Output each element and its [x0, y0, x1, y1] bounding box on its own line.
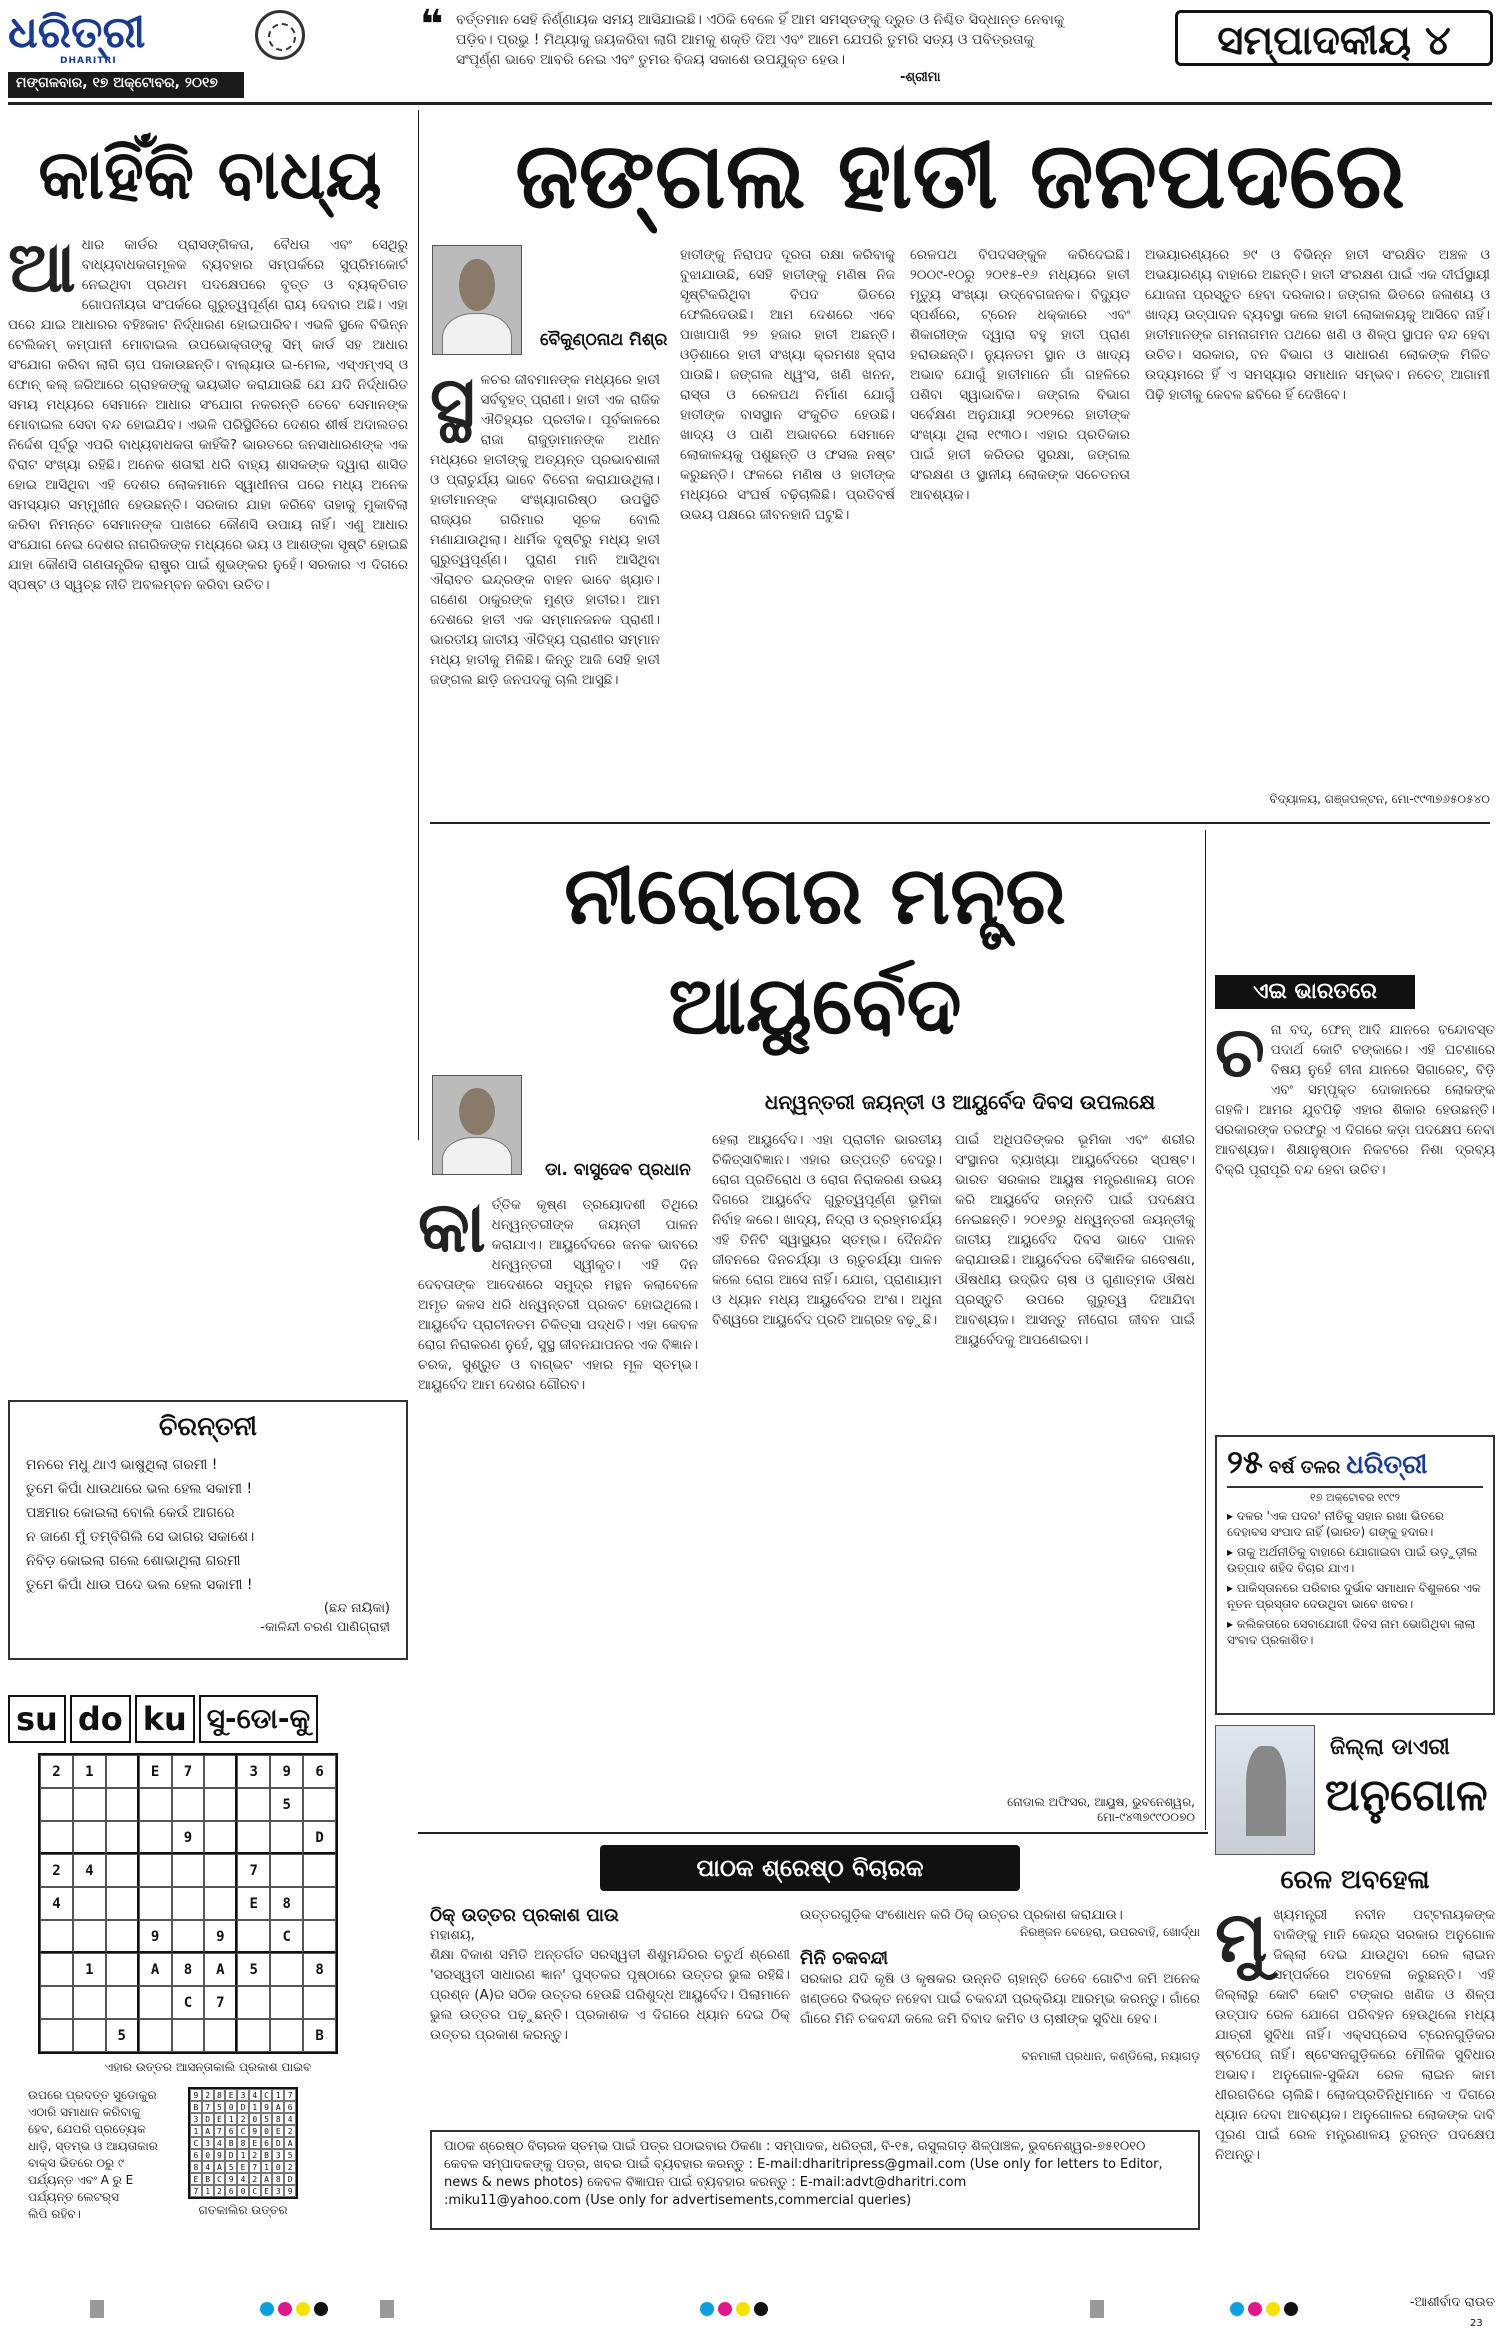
editorial-drop-cap: ଆ [8, 235, 76, 308]
sudoku-cell[interactable] [270, 1986, 303, 2019]
sudoku-cell[interactable] [40, 1953, 73, 1986]
previous-answer-cell: 3 [272, 2149, 284, 2161]
ayurveda-author-address: ନୋଡାଲ ଅଫିସର, ଆୟୁଷ, ଭୁବନେଶ୍ୱର, ମୋ-୯୪୩୭୯୯୦୦୭୦ [1007, 1795, 1195, 1824]
sudoku-title [8, 1695, 408, 1743]
sudoku-cell[interactable]: 8 [303, 1953, 336, 1986]
previous-answer-cell: 1 [272, 2089, 284, 2101]
sudoku-cell[interactable] [139, 1821, 172, 1854]
sudoku-cell[interactable] [106, 1920, 139, 1953]
previous-answer-cell: E [214, 2113, 226, 2125]
ei-bharatare-text: ନା ବଦ୍, ଫେନ୍ ଆଦି ଯାନରେ ବନ୍ଦୋବସ୍ତ ପଦାର୍ଥ କୋଟି ଟଙ୍କାରେ। ଏହି ଘଟଣାରେ ବିଷୟ ନୁହେଁ ଚୀନା ଯାନରେ ସିଗାରେଟ୍, ବିଡ଼ି ଏବଂ ସମ୍ପୃକ୍ତ ଦୋକାନରେ ଲୋକଙ୍କ ଗହଳି। ଆମର ଯୁବପିଢ଼ି ଏହାର ଶିକାର ହେଉଛନ୍ତି। ସରକାରଙ୍କ ତରଫରୁ ଏ ଦିଗରେ କଡ଼ା ପଦକ୍ଷେପ ନେବା ଆବଶ୍ୟକ। ଶିକ୍ଷାନୁଷ୍ଠାନ ନିକଟରେ ନିଶା ଦ୍ରବ୍ୟ ବିକ୍ରି ପୂରାପୂରି ବନ୍ଦ ହେବା ଉଚିତ। [1215, 1022, 1495, 1178]
previous-answer-cell: 9 [249, 2125, 261, 2137]
previous-answer-cell: 4 [249, 2089, 261, 2101]
sudoku-cell[interactable] [73, 1788, 106, 1821]
chakra-icon [255, 10, 305, 60]
sudoku-cell[interactable] [270, 2019, 303, 2052]
sudoku-cell[interactable]: 1 [73, 1755, 106, 1788]
sudoku-cell[interactable] [204, 1821, 237, 1854]
ayurveda-column-3: ପାଇଁ ଅଧିପତିଙ୍କର ଭୂମିକା ଏବଂ ଶରୀର ସଂସ୍ଥାନର ବ୍ୟାଖ୍ୟା ଆୟୁର୍ବେଦରେ ସ୍ପଷ୍ଟ। ଭାରତ ସରକାର ଆୟୁଷ ମନ୍ତ୍ରଣାଳୟ ଗଠନ କରି ଆୟୁର୍ବେଦ ଉନ୍ନତି ପାଇଁ ପଦକ୍ଷେପ ନେଇଛନ୍ତି। ୨୦୧୬ରୁ ଧନ୍ୱନ୍ତରୀ ଜୟନ୍ତୀକୁ ଜାତୀୟ ଆୟୁର୍ବେଦ ଦିବସ ଭାବେ ପାଳନ କରାଯାଉଛି। ଆୟୁର୍ବେଦର ବୈଜ୍ଞାନିକ ଗବେଷଣା, ଔଷଧୀୟ ଉଦ୍ଭିଦ ଚାଷ ଓ ଗୁଣାତ୍ମକ ଔଷଧ ପ୍ରସ୍ତୁତି ଉପରେ ଗୁରୁତ୍ୱ ଦିଆଯିବା ଆବଶ୍ୟକ। ଆସନ୍ତୁ ନୀରୋଗ ଜୀବନ ପାଇଁ ଆୟୁର୍ବେଦକୁ ଆପଣେଇବା। [955, 1132, 1195, 1348]
previous-answer-cell: B [190, 2101, 202, 2113]
sudoku-cell[interactable]: 8 [172, 1953, 205, 1986]
sudoku-cell[interactable]: 9 [204, 1920, 237, 1953]
previous-answer-cell: 5 [261, 2113, 273, 2125]
previous-answer-cell: 7 [249, 2161, 261, 2173]
previous-answer-cell: 8 [214, 2089, 226, 2101]
instruction-line: ଧାଡ଼ି, ସ୍ତମ୍ଭ ଓ ଆୟତାକାର [28, 2139, 158, 2153]
previous-answer-cell: D [284, 2173, 296, 2185]
previous-answer-cell: 8 [272, 2173, 284, 2185]
sudoku-cell[interactable] [172, 1854, 205, 1887]
sudoku-cell[interactable]: 2 [40, 1854, 73, 1887]
instruction-line: ଏଠାରି ସମାଧାନ କରିବାକୁ [28, 2105, 141, 2119]
sudoku-cell[interactable]: 8 [270, 1887, 303, 1920]
previous-answer-cell: 4 [237, 2173, 249, 2185]
sudoku-cell[interactable]: A [139, 1953, 172, 1986]
list-item: ▸ ଦଳର 'ଏକ ପଦର' ନୀତିକୁ ସହାନ ରଖା ଭିତରେ ଦେହାବସ ସଂପାଦ ନାହିଁ (ଭାରତ) ଗଙ୍କୁ ହଦାର। [1227, 1509, 1445, 1539]
sudoku-cell[interactable] [303, 1854, 336, 1887]
sudoku-cell[interactable] [204, 1755, 237, 1788]
previous-answer-cell: 8 [237, 2137, 249, 2149]
registration-mark [314, 2302, 328, 2316]
lead-column-1 [430, 370, 660, 810]
sudoku-cell[interactable] [204, 1887, 237, 1920]
registration-mark [90, 2300, 104, 2318]
sudoku-cell[interactable] [139, 1986, 172, 2019]
previous-answer-cell: 7 [202, 2101, 214, 2113]
previous-answer-cell: 8 [272, 2113, 284, 2125]
ei-bharatare-drop-cap: ଚ [1215, 1020, 1265, 1093]
previous-answer-cell: 6 [190, 2149, 202, 2161]
sudoku-cell[interactable] [237, 1986, 270, 2019]
sudoku-cell[interactable]: 4 [40, 1887, 73, 1920]
page-number: 23 [1470, 2318, 1483, 2329]
previous-answer-cell: B [225, 2137, 237, 2149]
previous-answer-cell: 2 [284, 2125, 296, 2137]
previous-answer-cell: E [261, 2185, 273, 2197]
previous-answer-cell: 0 [261, 2125, 273, 2137]
lead-author-address: ବିଦ୍ୟାଳୟ, ଗଞ୍ଜପଳ୍ଟନ, ମୋ-୯୯୩୭୬୫୦୫୪୦ [1269, 792, 1490, 806]
previous-answer-cell: 9 [261, 2101, 273, 2113]
instruction-line: ପର୍ଯ୍ୟନ୍ତ ଏବଂ A ରୁ E [28, 2173, 134, 2187]
letter-continuation: ଉତ୍ତରଗୁଡ଼ିକ ସଂଶୋଧନ କରି ଠିକ୍ ଉତ୍ତର ପ୍ରକାଶ କରାଯାଉ। [800, 1907, 1123, 1923]
previous-answer-cell: 2 [249, 2149, 261, 2161]
lead-column-4: ଅଭୟାରଣ୍ୟରେ ୭୯ ଓ ବିଭିନ୍ନ ହାତୀ ସଂରକ୍ଷିତ ଅଞ୍ଚଳ ଓ ଅଭୟାରଣ୍ୟ ବାହାରେ ଅଛନ୍ତି। ହାତୀ ସଂରକ୍ଷଣ ପାଇଁ ଏକ ଦୀର୍ଘସ୍ଥାୟୀ ଯୋଜନା ପ୍ରସ୍ତୁତ ହେବା ଦରକାର। ଜଙ୍ଗଲ ଭିତରେ ଜଳାଶୟ ଓ ଖାଦ୍ୟ ଉତ୍ପାଦନ ବ୍ୟବସ୍ଥା କଲେ ହାତୀ ଲୋକାଳୟକୁ ଆସିବେ ନାହିଁ। ହାତୀମାନଙ୍କ ଗମନାଗମନ ପଥରେ ଖଣି ଓ ଶିଳ୍ପ ସ୍ଥାପନ ବନ୍ଦ ହେବା ଉଚିତ। ସରକାର, ବନ ବିଭାଗ ଓ ସାଧାରଣ ଲୋକଙ୍କ ମିଳିତ ଉଦ୍ୟମରେ ହିଁ ଏ ସମସ୍ୟାର ସମାଧାନ ସମ୍ଭବ। ନଚେତ୍ ଆଗାମୀ ପିଢ଼ି ହାତୀକୁ କେବଳ ଛବିରେ ହିଁ ଦେଖିବେ। [1145, 247, 1490, 403]
ayurveda-kicker: ଧନ୍ୱନ୍ତରୀ ଜୟନ୍ତୀ ଓ ଆୟୁର୍ବେଦ ଦିବସ ଉପଲକ୍ଷେ [764, 1090, 1156, 1114]
sudoku-cell[interactable]: 1 [73, 1953, 106, 1986]
readers-banner: ପାଠକ ଶ୍ରେଷ୍ଠ ବିଚାରକ [600, 1845, 1020, 1891]
registration-mark [1090, 2300, 1104, 2318]
poem-line: ମନରେ ମଧୁ ଥାଏ ଭାଷୁଥିଲା ଗରମୀ ! [26, 1457, 218, 1473]
letter-signature: ନିରଞ୍ଜନ ବେହେରା, ଉପରବାହି, ଖୋର୍ଦ୍ଧା [1019, 1925, 1200, 1939]
registration-mark [380, 2300, 394, 2318]
district-text: ଖ୍ୟମନ୍ତ୍ରୀ ନବୀନ ପଟ୍ଟନାୟକଙ୍କ ବାକିଙ୍କୁ ମାନି କେନ୍ଦ୍ର ସରକାର ଅନୁଗୋଳ ଜିଲ୍ଲା ଦେଇ ଯାଉଥିବା ରେଳ ଲାଇନ ସମ୍ପର୍କରେ ଅବହେଳା କରୁଛନ୍ତି। ଏହି ଜିଲ୍ଲାରୁ କୋଟି କୋଟି ଟଙ୍କାର ଖଣିଜ ଓ ଶିଳ୍ପ ଉତ୍ପାଦ ରେଳ ଯୋଗେ ପରିବହନ ହେଉଥିଲେ ମଧ୍ୟ ଯାତ୍ରୀ ସୁବିଧା ନାହିଁ। ଏକ୍ସପ୍ରେସ ଟ୍ରେନଗୁଡ଼ିକର ଷ୍ଟପେଜ୍ ନାହିଁ। ଷ୍ଟେସନଗୁଡ଼ିକରେ ମୌଳିକ ସୁବିଧାର ଅଭାବ। ଅନୁଗୋଳ-ସୁକିନ୍ଦା ରେଳ ଲାଇନ କାମ ଧୀରଗତିରେ ଚାଲିଛି। ଲୋକପ୍ରତିନିଧିମାନେ ଏ ଦିଗରେ ଧ୍ୟାନ ଦେବା ଆବଶ୍ୟକ। ଅନୁଗୋଳର ଲୋକଙ୍କ ଦାବି ପୂରଣ ପାଇଁ ରେଳ ମନ୍ତ୍ରଣାଳୟ ତୁରନ୍ତ ପଦକ୍ଷେପ ନିଅନ୍ତୁ। [1215, 1907, 1495, 2163]
previous-answer-cell: E [190, 2173, 202, 2185]
previous-answer-cell: 3 [202, 2137, 214, 2149]
previous-answer-cell: C [249, 2185, 261, 2197]
sudoku-cell[interactable]: 4 [73, 1854, 106, 1887]
previous-answer-cell: E [249, 2137, 261, 2149]
sudoku-cell[interactable] [73, 1821, 106, 1854]
sudoku-cell[interactable]: 2 [40, 1755, 73, 1788]
previous-answer-cell: 1 [190, 2125, 202, 2137]
previous-answer-cell: 6 [284, 2101, 296, 2113]
district-author: -ଆଶୀର୍ବାଦ ରାଉତ [1409, 2295, 1495, 2310]
previous-answer-cell: 7 [190, 2185, 202, 2197]
sudoku-cell[interactable] [270, 1854, 303, 1887]
sudoku-grid[interactable] [38, 1753, 338, 2054]
previous-answer-cell: 2 [214, 2185, 226, 2197]
previous-answer-cell: D [225, 2149, 237, 2161]
letter-title: ଠିକ୍ ଉତ୍ତର ପ୍ରକାଶ ପାଉ [430, 1905, 619, 1926]
sudoku-cell[interactable] [106, 1854, 139, 1887]
ayurveda-drop-cap: କା [418, 1195, 486, 1268]
registration-mark [278, 2302, 292, 2316]
list-item: ▸ କଲିକତାରେ ସେବାଯୋଗୀ ଦିବସ ନାମ ଭୋଗିଥିବା ଲାଲା ସଂବାଦ ପ୍ରକାଶିତ। [1227, 1617, 1476, 1647]
previous-answer-cell: 5 [284, 2149, 296, 2161]
sudoku-cell[interactable] [139, 1887, 172, 1920]
logo-subtitle: DHARITRI [60, 56, 117, 66]
sudoku-cell[interactable] [106, 1755, 139, 1788]
sudoku-cell[interactable] [73, 1920, 106, 1953]
sudoku-cell[interactable]: 6 [303, 1755, 336, 1788]
sudoku-cell[interactable]: 7 [237, 1854, 270, 1887]
instruction-line: ଲିପି ରହିବ। [28, 2207, 81, 2221]
letter-salutation: ମହାଶୟ, [430, 1928, 475, 1943]
sudoku-cell[interactable]: 5 [270, 1788, 303, 1821]
sudoku-cell[interactable] [270, 1953, 303, 1986]
previous-answer-cell: 1 [261, 2161, 273, 2173]
lead-drop-cap: ସ୍ଥ [430, 370, 475, 443]
sudoku-cell[interactable] [73, 2019, 106, 2052]
sudoku-cell[interactable]: 9 [172, 1821, 205, 1854]
sudoku-answer-note: ଏହାର ଉତ୍ତର ଆସନ୍ତାକାଲି ପ୍ରକାଶ ପାଇବ [104, 2060, 312, 2074]
letters-address-box [430, 2130, 1200, 2230]
ayurveda-byline: ଡା. ବାସୁଦେବ ପ୍ରଧାନ [545, 1160, 691, 1180]
previous-answer-cell: D [272, 2137, 284, 2149]
sudoku-cell[interactable]: 5 [237, 1953, 270, 1986]
sudoku-cell[interactable] [106, 1788, 139, 1821]
sudoku-cell[interactable] [237, 2019, 270, 2052]
previous-answer-cell: C [261, 2089, 273, 2101]
sudoku-cell[interactable] [139, 1854, 172, 1887]
sudoku-panel [8, 1695, 408, 2225]
ayurveda-column-2: ହେଲା ଆୟୁର୍ବେଦ। ଏହା ପ୍ରାଚୀନ ଭାରତୀୟ ଚିକିତ୍ସାବିଜ୍ଞାନ। ଏହାର ଉତ୍ପତ୍ତି ବେଦରୁ। ରୋଗ ପ୍ରତିରୋଧ ଓ ରୋଗ ନିରାକରଣ ଉଭୟ ଦିଗରେ ଆୟୁର୍ବେଦ ଗୁରୁତ୍ୱପୂର୍ଣ୍ଣ ଭୂମିକା ନିର୍ବାହ କରେ। ଖାଦ୍ୟ, ନିଦ୍ରା ଓ ବ୍ରହ୍ମଚର୍ଯ୍ୟ ଏହି ତିନିଟି ସ୍ୱାସ୍ଥ୍ୟର ସ୍ତମ୍ଭ। ଦୈନନ୍ଦିନ ଜୀବନରେ ଦିନଚର୍ଯ୍ୟା ଓ ଋତୁଚର୍ଯ୍ୟା ପାଳନ କଲେ ରୋଗ ଆସେ ନାହିଁ। ଯୋଗ, ପ୍ରାଣାୟାମ ଓ ଧ୍ୟାନ ମଧ୍ୟ ଆୟୁର୍ବେଦର ଅଂଶ। ଅଧୁନା ବିଶ୍ୱରେ ଆୟୁର୍ବେଦ ପ୍ରତି ଆଗ୍ରହ ବଢ଼ୁଛି। [712, 1132, 942, 1328]
previous-answer-cell: E [225, 2089, 237, 2101]
registration-mark [1284, 2302, 1298, 2316]
email-advt[interactable]: news & news photos) କେବଳ ବିଜ୍ଞାପନ ପାଇଁ ବ୍ୟବହାର କରନ୍ତୁ : E-mail:advt@dharitri.com [444, 2175, 967, 2190]
sudoku-cell[interactable] [40, 2019, 73, 2052]
editorial-text: ଧାର କାର୍ଡର ପ୍ରାସଙ୍ଗିକତା, ବୈଧତା ଏବଂ ସେଥିରୁ ବାଧ୍ୟବାଧକତାମୂଳକ ବ୍ୟବହାର ସମ୍ପର୍କରେ ସୁପ୍ରିମକୋର୍ଟ ନେଇଥିବା ପ୍ରଥମ ପଦକ୍ଷେପରେ ବୃତ୍ତ ଓ ବ୍ୟକ୍ତିଗତ ଗୋପନୀୟତା ସଂପର୍କରେ ଗୁରୁତ୍ୱପୂର୍ଣ୍ଣ ରାୟ ଦେବାର ଅଛି। ଏହା ପରେ ଯାଇ ଆଧାରର ବହିଃକାଟ ନିର୍ଦ୍ଧାରଣ ହୋଇପାରିବ। ଏଭଳି ସ୍ଥଳେ ବିଭିନ୍ନ ଟେଲିକମ୍ କମ୍ପାନୀ ମୋବାଇଲ ଉପଭୋକ୍ତାଙ୍କୁ ସିମ୍ କାର୍ଡ ସହ ଆଧାର ସଂଯୋଗ କରିବା ଲାଗି ଚାପ ପକାଉଛନ୍ତି। ବାଲ୍ୟାଉ ଇ-ମେଲ, ଏସ୍‌ଏମ୍‌ଏସ୍ ଓ ଫୋନ୍ କଲ୍ ଜରିଆରେ ଗ୍ରାହକଙ୍କୁ ଭୟଭୀତ କରାଯାଉଛି ଯେ ଯଦି ନିର୍ଦ୍ଧାରିତ ସମୟ ମଧ୍ୟରେ ସେମାନେ ଆଧାର ସଂଯୋଗ ନକରନ୍ତି ତେବେ ସେମାନଙ୍କ ମୋବାଇଲ ସେବା ବନ୍ଦ ହୋଇଯିବ। ଏଭଳି ପରିସ୍ଥିତିରେ ଦେଶର ଶୀର୍ଷ ଅଦାଲତର ନିର୍ଦ୍ଦେଶ ପୂର୍ବରୁ ଏପରି ବାଧ୍ୟବାଧକତା କାହିଁକି? ଭାରତରେ ଜନସାଧାରଣଙ୍କ ଏକ ବିରାଟ ସଂଖ୍ୟା ରହିଛି। ଅନେକ ଶତାବ୍ଦୀ ଧରି ବାହ୍ୟ ଶାସକଙ୍କ ଦ୍ୱାରା ଶାସିତ ହୋଇ ଆସିଥିବା ଏହି ଦେଶର ଲୋକମାନେ ସ୍ୱାଧୀନତା ପରେ ମଧ୍ୟ ଅନେକ ସମସ୍ୟାର ସମ୍ମୁଖୀନ ହେଉଛନ୍ତି। ସରକାର ଯାହା କରିବେ ତାହାକୁ ମୁକାବିଲା କରିବା ନିମନ୍ତେ ସେମାନଙ୍କ ପାଖରେ କୌଣସି ଉପାୟ ନାହିଁ। ଏଣୁ ଆଧାର ସଂଯୋଗ ନେଇ ଦେଶର ନାଗରିକଙ୍କ ମଧ୍ୟରେ ଭୟ ଓ ଆଶଙ୍କା ସୃଷ୍ଟି ହୋଇଛି ଯାହା କୌଣସି ଗଣତାନ୍ତ୍ରିକ ରାଷ୍ଟ୍ର ପାଇଁ ଶୁଭଙ୍କର ନୁହେଁ। ସରକାର ଏ ଦିଗରେ ସ୍ପଷ୍ଟ ଓ ସ୍ୱଚ୍ଛ ନୀତି ଅବଲମ୍ବନ କରିବା ଉଚିତ। [8, 237, 408, 593]
registration-mark [296, 2302, 310, 2316]
previous-answer-cell: 2 [202, 2089, 214, 2101]
previous-answer-cell: C [237, 2125, 249, 2137]
daily-quote: ବର୍ତ୍ତମାନ ସେହି ନିର୍ଣ୍ଣାୟକ ସମୟ ଆସିଯାଇଛି। ଏଠିକି ବେଳେ ହିଁ ଆମ ସମସ୍ତଙ୍କୁ ଦ୍ରୁତ ଓ ନିଶ୍ଚିତ ସିଦ୍ଧାନ୍ତ ନେବାକୁ ପଡ଼ିବ। ପ୍ରଭୁ ! ମିଥ୍ୟାକୁ ଜୟକରିବା ଲାଗି ଆମକୁ ଶକ୍ତି ଦିଅ ଏବଂ ଆମେ ଯେପରି ତୁମରି ସତ୍ୟ ଓ ପବିତ୍ରତାକୁ ସଂପୂର୍ଣ୍ଣ ଭାବେ ଆବରି ନେଇ ଏବଂ ତୁମର ବିଜୟ ସକାଶେ ଉପଯୁକ୍ତ ହେଉ। [456, 12, 1065, 68]
poem-line: ନିବିଡ଼ କୋଇଲା ଗଲେ ଶୋଭାଥିଲା ଗରମୀ [26, 1553, 241, 1569]
previous-answer-label: ଗତକାଲିର ଉତ୍ତର [198, 2203, 288, 2217]
lead-col1-text: ଳଚର ଜୀବମାନଙ୍କ ମଧ୍ୟରେ ହାତୀ ସର୍ବବୃହତ୍ ପ୍ରାଣୀ। ହାତୀ ଏକ ରାଜିକ ଐତିହ୍ୟର ପ୍ରତୀକ। ପୂର୍ବକାଳରେ ରାଜା ରାଜୁଡ଼ାମାନଙ୍କ ଅଧୀନ ମଧ୍ୟରେ ହାତୀଙ୍କୁ ଅତ୍ୟନ୍ତ ପ୍ରଭାବଶାଳୀ ଓ ପ୍ରାଚୁର୍ଯ୍ୟ ଭାବେ ବିଚେନା କରାଯାଉଥିଲା। ହାତୀମାନଙ୍କ ସଂଖ୍ୟାଗରିଷ୍ଠ ଉପସ୍ଥିତି ରାଜ୍ୟର ଗରିମାର ସୂଚକ ବୋଲି ମଣାଯାଉଥିଲା। ଧାର୍ମିକ ଦୃଷ୍ଟିରୁ ମଧ୍ୟ ହାତୀ ଗୁରୁତ୍ୱପୂର୍ଣ୍ଣ। ପୁରାଣ ମାନି ଆସିଥିବା ଐରାବତ ଇନ୍ଦ୍ରଙ୍କ ବାହନ ଭାବେ ଖ୍ୟାତ। ଗଣେଶ ଠାକୁରଙ୍କ ମୁଣ୍ଡ ହାତୀର। ଆମ ଦେଶରେ ହାତୀ ଏକ ସମ୍ମାନଜନକ ପ୍ରାଣୀ। ଭାରତୀୟ ଜାତୀୟ ଐତିହ୍ୟ ପ୍ରାଣୀର ସମ୍ମାନ ମଧ୍ୟ ହାତୀକୁ ମିଳିଛି। କିନ୍ତୁ ଆଜି ସେହି ହାତୀ ଜଙ୍ଗଲ ଛାଡ଼ି ଜନପଦକୁ ଚାଲି ଆସୁଛି। [430, 372, 660, 688]
instruction-line: ଉପରେ ପ୍ରଦତ୍ତ ସୁଡୋକୁର [28, 2088, 157, 2102]
previous-answer-cell: 6 [261, 2137, 273, 2149]
address-line: ପାଠକ ଶ୍ରେଷ୍ଠ ବିଚାରକ ସ୍ତମ୍ଭ ପାଇଁ ପତ୍ର ପଠାଇବାର ଠିକଣା : ସମ୍ପାଦକ, ଧରିତ୍ରୀ, ବି-୧୫, ରସୁଲଗଡ଼ ଶିଳ୍ପାଞ୍ଚଳ, ଭୁବନେଶ୍ୱର-୭୫୧୦୧୦ [444, 2139, 1146, 2154]
archive-date: ୧୭ ଅକ୍ଟୋବର ୧୯୯୨ [1310, 1491, 1400, 1504]
sudoku-cell[interactable] [303, 1788, 336, 1821]
sudoku-cell[interactable] [73, 1887, 106, 1920]
lead-byline: ବୈକୁଣ୍ଠନାଥ ମିଶ୍ର [540, 330, 668, 350]
instruction-line: ହେବ, ଯେପରି ପ୍ରତ୍ୟେକ [28, 2122, 146, 2136]
previous-answer-grid [188, 2087, 298, 2199]
previous-answer-cell: B [261, 2149, 273, 2161]
previous-answer-cell: 2 [249, 2173, 261, 2185]
previous-answer-cell: A [272, 2101, 284, 2113]
sudoku-title-su: su [8, 1695, 66, 1743]
previous-answer-cell: 3 [272, 2185, 284, 2197]
registration-mark [1248, 2302, 1262, 2316]
previous-answer-cell: 1 [225, 2113, 237, 2125]
poem-author: -କାଳିନ୍ଦୀ ଚରଣ ପାଣିଗ୍ରାହୀ [260, 1620, 390, 1635]
previous-answer-cell: 1 [202, 2185, 214, 2197]
author-photo [432, 245, 522, 355]
previous-answer-cell: 0 [225, 2101, 237, 2113]
sudoku-cell[interactable] [172, 1920, 205, 1953]
previous-answer-cell: 1 [237, 2149, 249, 2161]
registration-mark [736, 2302, 750, 2316]
list-item: ▸ ତାକୁ ଅର୍ଥନୀତିକୁ ବାହାରେ ଯୋଗାଇବା ପାଇଁ ଉଡ଼ୁଡ଼ୀଲ ଉତ୍ପାଦ ଶହିଦ ବିଚାର ଯାଏ। [1227, 1545, 1478, 1575]
previous-answer-cell: 0 [237, 2185, 249, 2197]
sudoku-cell[interactable]: E [139, 1755, 172, 1788]
sudoku-cell[interactable]: E [237, 1887, 270, 1920]
previous-answer-cell: 8 [190, 2161, 202, 2173]
email-advt-alt[interactable]: :miku11@yahoo.com (Use only for advertisements,commercial queries) [444, 2193, 912, 2208]
instruction-line: ପର୍ଯ୍ୟନ୍ତ ଲେଟର୍‌ସ [28, 2190, 119, 2204]
previous-answer-cell: 0 [202, 2149, 214, 2161]
newspaper-logo: ଧରିତ୍ରୀ [8, 7, 146, 58]
chirantani-title: ଚିରନ୍ତନୀ [158, 1412, 258, 1442]
previous-answer-cell: 6 [225, 2185, 237, 2197]
sudoku-instructions [8, 2087, 168, 2223]
previous-answer-cell: C [190, 2137, 202, 2149]
previous-answer-cell: 9 [214, 2149, 226, 2161]
previous-answer-cell: 6 [225, 2125, 237, 2137]
sudoku-cell[interactable]: B [303, 2019, 336, 2052]
previous-answer-cell: 5 [225, 2161, 237, 2173]
poem-line: ନ ଜାଣେ ମୁଁ ତମ୍ବିଗିଲି ସେ ଭାଗର ସକାଶେ। [26, 1529, 255, 1545]
previous-answer-cell: 5 [214, 2101, 226, 2113]
district-label: ଜିଲ୍ଲା ଡାଏରୀ [1330, 1735, 1450, 1760]
district-temple-illustration [1215, 1725, 1315, 1855]
district-name: ଅନୁଗୋଳ [1325, 1770, 1488, 1821]
previous-answer-cell: 0 [249, 2113, 261, 2125]
previous-answer-cell: 7 [214, 2125, 226, 2137]
registration-mark [260, 2302, 274, 2316]
sudoku-cell[interactable] [204, 1788, 237, 1821]
sudoku-cell[interactable] [303, 1887, 336, 1920]
sudoku-cell[interactable]: 7 [204, 1986, 237, 2019]
previous-answer-cell: 2 [237, 2113, 249, 2125]
readers-right [800, 1905, 1200, 2064]
previous-answer-cell: 9 [284, 2185, 296, 2197]
letter-signature: ବନମାଳୀ ପ୍ରଧାନ, କଣ୍ଡିଲୋ, ନୟାଗଡ଼ [1021, 2049, 1200, 2063]
quote-mark-icon: ❝ [420, 2, 444, 48]
ayurveda-column-1 [418, 1195, 698, 1815]
sudoku-cell[interactable]: C [172, 1986, 205, 2019]
previous-answer-cell: 3 [237, 2089, 249, 2101]
archive-box [1215, 1435, 1495, 1715]
previous-answer-cell: E [272, 2125, 284, 2137]
sudoku-title-do: do [70, 1695, 131, 1743]
sudoku-title-odia: ସୁ-ଡୋ-କୁ [199, 1695, 318, 1743]
lead-headline: ଜଙ୍ଗଲ ହାତୀ ଜନପଦରେ [515, 121, 1405, 229]
previous-answer-cell: A [202, 2125, 214, 2137]
previous-answer-cell: 7 [284, 2089, 296, 2101]
sudoku-cell[interactable] [172, 1788, 205, 1821]
sudoku-cell[interactable]: 5 [106, 2019, 139, 2052]
sudoku-cell[interactable] [106, 1953, 139, 1986]
archive-label: ବର୍ଷ ତଳର [1268, 1457, 1341, 1478]
column-divider [1205, 830, 1206, 1830]
sudoku-cell[interactable] [106, 1821, 139, 1854]
previous-answer-cell: 4 [214, 2137, 226, 2149]
sudoku-cell[interactable] [40, 1920, 73, 1953]
lead-column-3: ରେଳପଥ ବିପଦସଙ୍କୁଳ କରିଦେଇଛି। ୨୦୦୯-୧୦ରୁ ୨୦୧୫-୧୬ ମଧ୍ୟରେ ହାତୀ ମୃତ୍ୟୁ ସଂଖ୍ୟା ଉଦ୍‌ବେଗଜନକ। ବିଦ୍ୟୁତ ସ୍ପର୍ଶରେ, ଟ୍ରେନ ଧକ୍କାରେ ଏବଂ ଶିକାରୀଙ୍କ ଦ୍ୱାରା ବହୁ ହାତୀ ପ୍ରାଣ ହରାଉଛନ୍ତି। ନ୍ୟୁନତମ ସ୍ଥାନ ଓ ଖାଦ୍ୟ ଅଭାବ ଯୋଗୁଁ ହାତୀମାନେ ଗାଁ ଗହଳିରେ ପଶିବା ସ୍ୱାଭାବିକ। ଜଙ୍ଗଲ ବିଭାଗ ସର୍ବେକ୍ଷଣ ଅନୁଯାୟୀ ୨୦୧୨ରେ ହାତୀଙ୍କ ସଂଖ୍ୟା ଥିଲା ୧୯୩୦। ଏହାର ପ୍ରତିକାର ପାଇଁ ହାତୀ କରିଡର ସୁରକ୍ଷା, ଜଙ୍ଗଲ ସଂରକ୍ଷଣ ଓ ସ୍ଥାନୀୟ ଲୋକଙ୍କ ସଚେତନତା ଆବଶ୍ୟକ। [910, 247, 1130, 503]
previous-answer-cell: 4 [202, 2161, 214, 2173]
letter-title: ମିନି ଚକବନ୍ଦୀ [800, 1948, 889, 1969]
instruction-line: ବାକ୍ସ ଭିତରେ ୦ରୁ ୯ [28, 2156, 124, 2170]
poem-line: ତୁମେ କିପାଁ ଧାଉଥାରେ ଭଲ ହେଲ ସକାମୀ ! [26, 1481, 253, 1497]
previous-answer-cell: D [237, 2101, 249, 2113]
registration-mark [718, 2302, 732, 2316]
archive-logo: ଧରିତ୍ରୀ [1346, 1450, 1428, 1480]
district-headline: ରେଳ ଅବହେଳା [1280, 1865, 1430, 1895]
sudoku-cell[interactable]: 3 [237, 1755, 270, 1788]
chirantani-lines [26, 1453, 390, 1597]
poem-line: ପଞ୍ଚମାର କୋଇଲା ବୋଲି କେଉଁ ଆଗରେ [26, 1505, 235, 1521]
registration-mark [700, 2302, 714, 2316]
sudoku-cell[interactable] [106, 1986, 139, 2019]
ayurveda-headline: ନୀରୋଗର ମନ୍ତ୍ର ଆୟୁର୍ବେଦ [564, 848, 1066, 1052]
previous-answer-cell: C [214, 2173, 226, 2185]
district-body [1215, 1905, 1495, 2295]
letter-body: ଶିକ୍ଷା ବିକାଶ ସମିତି ଅନ୍ତର୍ଗତ ସରସ୍ୱତୀ ଶିଶୁମନ୍ଦିରର ଚତୁର୍ଥ ଶ୍ରେଣୀ 'ସରସ୍ୱତୀ ସାଧାରଣ ଜ୍ଞାନ' ପୁସ୍ତକର ପୃଷ୍ଠାରେ ଉତ୍ତର ଭୁଲ ରହିଛି। ପ୍ରଶ୍ନ (A)ର ସଠିକ ଉତ୍ତର ହେଉଛି ପରିଶୁଦ୍ଧ ଆୟୁର୍ବେଦ। ପିଲାମାନେ ଭୁଲ ଉତ୍ତର ପଢ଼ୁଛନ୍ତି। ପ୍ରକାଶକ ଏ ଦିଗରେ ଧ୍ୟାନ ଦେଇ ଠିକ୍ ଉତ୍ତର ପ୍ରକାଶ କରନ୍ତୁ। [430, 1947, 790, 2043]
district-drop-cap: ମୁ [1215, 1905, 1268, 1978]
sudoku-cell[interactable] [172, 1887, 205, 1920]
ei-bharatare-title: ଏଇ ଭାରତରେ [1215, 975, 1415, 1009]
readers-left [430, 1905, 790, 2100]
sudoku-cell[interactable] [73, 1986, 106, 2019]
archive-items [1227, 1508, 1483, 1648]
previous-answer-cell: 9 [225, 2173, 237, 2185]
sudoku-cell[interactable] [204, 1854, 237, 1887]
section-rule [430, 822, 1490, 824]
sudoku-cell[interactable] [237, 1821, 270, 1854]
previous-answer-cell: 4 [284, 2113, 296, 2125]
section-title: ସମ୍ପାଦକୀୟ ୪ [1175, 10, 1493, 66]
lead-column-2: ହାତୀଙ୍କୁ ନିରାପଦ ଦୂରତା ରକ୍ଷା କରିବାକୁ ବୁଝାଯାଉଛି, ସେହି ହାତୀଙ୍କୁ ମଣିଷ ନିଜ ସୃଷ୍ଟିକରିଥିବା ବିପଦ ଭିତରେ ଫେଲିଦେଉଛି। ଆମ ଦେଶରେ ଏବେ ପାଖାପାଖି ୨୭ ହଜାର ହାତୀ ଅଛନ୍ତି। ଓଡ଼ିଶାରେ ହାତୀ ସଂଖ୍ୟା କ୍ରମଶଃ ହ୍ରାସ ପାଉଛି। ଜଙ୍ଗଲ ଧ୍ୱଂସ, ଖଣି ଖନନ, ରାସ୍ତା ଓ ରେଳପଥ ନିର୍ମାଣ ଯୋଗୁଁ ହାତୀଙ୍କ ବାସସ୍ଥାନ ସଂକୁଚିତ ହେଉଛି। ଖାଦ୍ୟ ଓ ପାଣି ଅଭାବରେ ସେମାନେ ଲୋକାଳୟକୁ ପଶୁଛନ୍ତି ଓ ଫସଲ ନଷ୍ଟ କରୁଛନ୍ତି। ଫଳରେ ମଣିଷ ଓ ହାତୀଙ୍କ ମଧ୍ୟରେ ସଂଘର୍ଷ ବଢ଼ିଚାଲିଛି। ପ୍ରତିବର୍ଷ ଉଭୟ ପକ୍ଷରେ ଜୀବନହାନି ଘଟୁଛି। [680, 247, 895, 523]
previous-answer-cell: 3 [190, 2113, 202, 2125]
list-item: ▸ ପାକିସ୍ତାନରେ ପରିବାର ଦୁର୍ଭାବ ସମାଧାନ ବିଶୁଳରେ ଏକ ନୂତନ ପ୍ରସ୍ତାବ ଦେଉଥିବା ଭାବେ ଖବର। [1227, 1581, 1481, 1611]
sudoku-cell[interactable] [106, 1887, 139, 1920]
archive-years: ୨୫ [1227, 1443, 1263, 1481]
previous-answer-cell: A [261, 2173, 273, 2185]
editorial-body [8, 235, 408, 1375]
previous-answer-cell: E [237, 2161, 249, 2173]
previous-answer-cell: 2 [284, 2161, 296, 2173]
sudoku-cell[interactable]: 9 [139, 1920, 172, 1953]
editorial-headline: କାହିଁକି ବାଧ୍ୟ [38, 135, 382, 215]
previous-answer-cell: A [214, 2161, 226, 2173]
sudoku-cell[interactable] [139, 2019, 172, 2052]
previous-answer-cell: 1 [249, 2101, 261, 2113]
sudoku-cell[interactable]: A [204, 1953, 237, 1986]
sudoku-cell[interactable]: 9 [270, 1755, 303, 1788]
sudoku-cell[interactable]: C [270, 1920, 303, 1953]
ayurveda-col1-text: ର୍ତ୍ତିକ କୃଷ୍ଣ ତ୍ରୟୋଦଶୀ ତିଥିରେ ଧନ୍ୱନ୍ତରୀଙ୍କ ଜୟନ୍ତୀ ପାଳନ କରାଯାଏ। ଆୟୁର୍ବେଦରେ ଜନକ ଭାବରେ ଧନ୍ୱନ୍ତରୀ ସ୍ୱୀକୃତ। ଏହି ଦିନ ଦେବତାଙ୍କ ଆଦେଶରେ ସମୁଦ୍ର ମନ୍ଥନ କଲାବେଳେ ଅମୃତ କଳସ ଧରି ଧନ୍ୱନ୍ତରୀ ପ୍ରକଟ ହୋଇଥିଲେ। ଆୟୁର୍ବେଦ ପ୍ରାଚୀନତମ ଚିକିତ୍ସା ପଦ୍ଧତି। ଏହା କେବଳ ରୋଗ ନିରାକରଣ ନୁହେଁ, ସୁସ୍ଥ ଜୀବନଯାପନର ଏକ ବିଜ୍ଞାନ। ଚରକ, ସୁଶ୍ରୁତ ଓ ବାଗ୍‌ଭଟ ଏହାର ମୂଳ ସ୍ତମ୍ଭ। ଆୟୁର୍ବେଦ ଆମ ଦେଶର ଗୌରବ। [418, 1197, 698, 1393]
section-rule [418, 1832, 1208, 1834]
registration-mark [1230, 2302, 1244, 2316]
quote-author: -ଶ୍ରୀମା [900, 70, 941, 85]
sudoku-cell[interactable] [237, 1788, 270, 1821]
sudoku-title-ku: ku [135, 1695, 195, 1743]
sudoku-cell[interactable] [40, 1986, 73, 2019]
registration-mark [1266, 2302, 1280, 2316]
previous-answer-cell: 0 [272, 2161, 284, 2173]
sudoku-cell[interactable]: 7 [172, 1755, 205, 1788]
registration-mark [754, 2302, 768, 2316]
sudoku-cell[interactable] [40, 1788, 73, 1821]
sudoku-cell[interactable]: D [303, 1821, 336, 1854]
sudoku-cell[interactable] [237, 1920, 270, 1953]
ei-bharatare-body [1215, 1020, 1495, 1420]
poem-source: (ଛନ୍ଦ ନାୟିକା) [323, 1601, 390, 1616]
column-divider [418, 110, 419, 1140]
email-editor[interactable]: କେବଳ ସମ୍ପାଦକଙ୍କୁ ପତ୍ର, ଖବର ପାଇଁ ବ୍ୟବହାର କରନ୍ତୁ : E-mail:dharitripress@gmail.com (Use only for letters to Editor, [444, 2157, 1163, 2172]
sudoku-cell[interactable] [303, 1986, 336, 2019]
letter-body: ସରକାର ଯଦି କୃଷି ଓ କୃଷକର ଉନ୍ନତି ଚାହାନ୍ତି ତେବେ ଗୋଟିଏ ଜମି ଅନେକ ଖଣ୍ଡରେ ବିଭକ୍ତ ନହେବା ପାଇଁ ଚକବନ୍ଦୀ ପ୍ରକ୍ରିୟା ଆରମ୍ଭ କରନ୍ତୁ। ଗାଁରେ ଗାଁରେ ମିନି ଚକବନ୍ଦୀ କଲେ ଜମି ବିବାଦ କମିବ ଓ ଚାଷୀଙ୍କ ସୁବିଧା ହେବ। [800, 1971, 1200, 2027]
masthead-rule [8, 102, 1492, 105]
previous-answer-cell: 9 [190, 2089, 202, 2101]
sudoku-cell[interactable] [270, 1821, 303, 1854]
sudoku-cell[interactable] [172, 2019, 205, 2052]
sudoku-cell[interactable] [40, 1821, 73, 1854]
sudoku-cell[interactable] [303, 1920, 336, 1953]
author-photo [432, 1075, 522, 1175]
chirantani-box [8, 1400, 408, 1660]
previous-answer-cell: B [202, 2173, 214, 2185]
sudoku-cell[interactable] [139, 1788, 172, 1821]
sudoku-cell[interactable] [204, 2019, 237, 2052]
issue-date: ମଙ୍ଗଳବାର, ୧୭ ଅକ୍ଟୋବର, ୨୦୧୭ [8, 72, 244, 98]
poem-line: ତୁମେ କିପାଁ ଧାଉ ପଦେ ଭଲ ହେଲ ସକାମୀ ! [26, 1577, 253, 1593]
previous-answer-cell: A [284, 2137, 296, 2149]
previous-answer-cell: D [202, 2113, 214, 2125]
